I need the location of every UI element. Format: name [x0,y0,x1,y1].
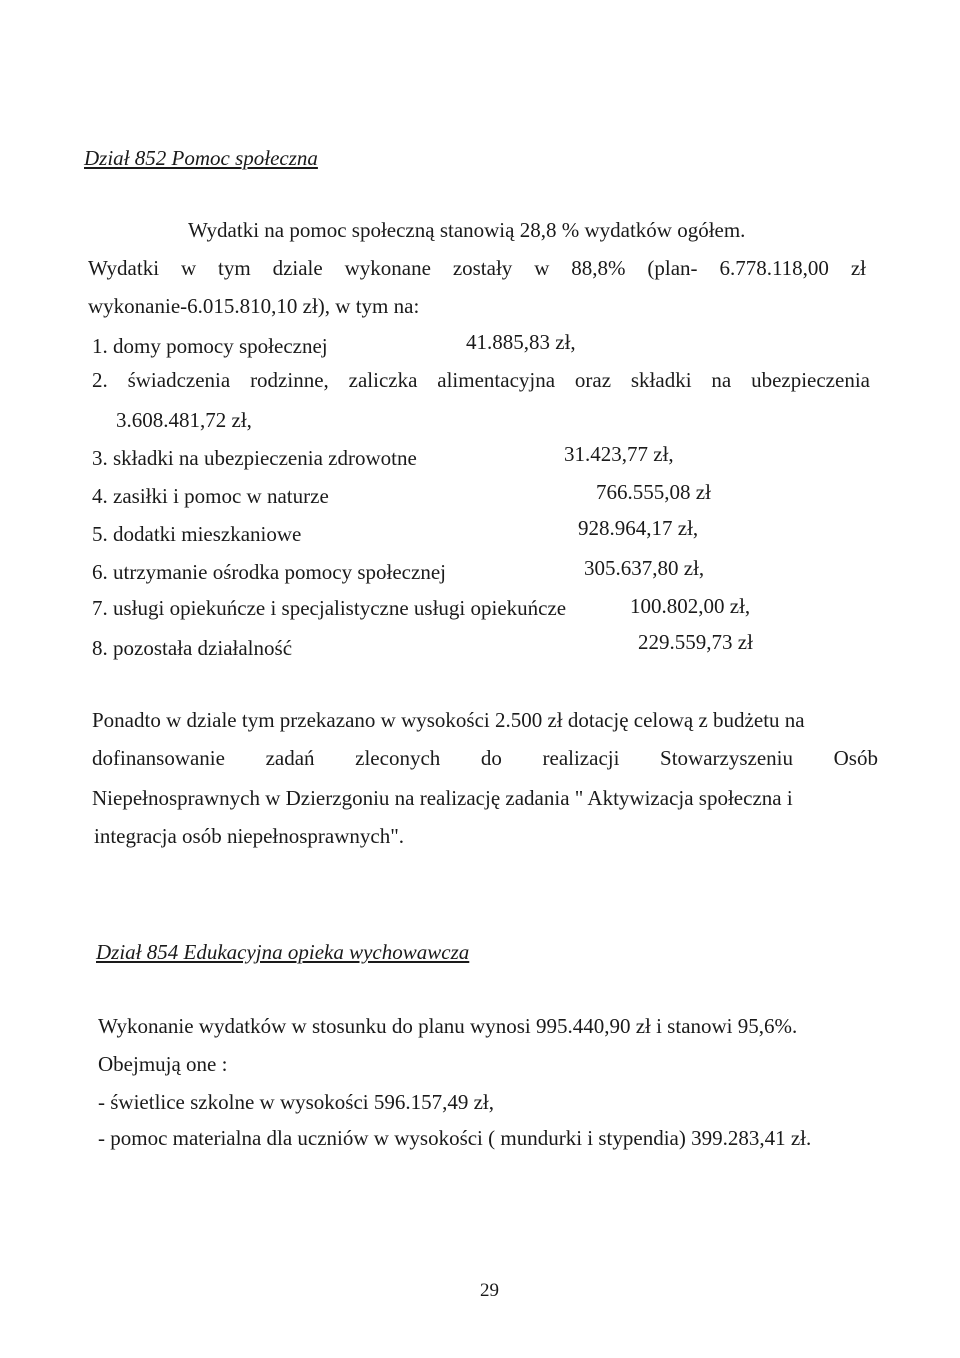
word: dofinansowanie [92,746,225,770]
word: dziale [272,256,323,280]
page-number: 29 [480,1280,499,1301]
word: realizacji [542,746,620,770]
list-item-4-text: 4. zasiłki i pomoc w naturze [92,484,329,508]
list-item-2-amount: 3.608.481,72 zł, [116,408,252,432]
list-item-1-amount: 41.885,83 zł, [466,330,576,354]
paragraph-line-3: Niepełnosprawnych w Dzierzgoniu na realizację zadania " Aktywizacja społeczna i [92,786,793,810]
list-item-3-amount: 31.423,77 zł, [564,442,674,466]
list-item-2-text [92,368,870,393]
word: oraz [574,368,612,392]
list-item-5-text: 5. dodatki mieszkaniowe [92,522,302,546]
list-item-5-amount: 928.964,17 zł, [578,516,699,540]
list-item-1-text: 1. domy pomocy społecznej [92,334,328,358]
list-item-3-text: 3. składki na ubezpieczenia zdrowotne [92,446,417,470]
word: wykonane [344,256,431,280]
list-item-8-text: 8. pozostała działalność [92,636,293,660]
intro-line-2 [88,256,866,281]
list-item-7-amount: 100.802,00 zł, [630,594,751,618]
section-854-line-4: - pomoc materialna dla uczniów w wysokości ( mundurki i stypendia) 399.283,41 zł. [98,1126,812,1150]
section-854-line-1: Wykonanie wydatków w stosunku do planu wynosi 995.440,90 zł i stanowi 95,6%. [98,1014,798,1038]
word: do [480,746,502,770]
word: Wydatki [88,256,160,280]
list-item-7-text: 7. usługi opiekuńcze i specjalistyczne usługi opiekuńcze [92,596,567,620]
section-852-heading: Dział 852 Pomoc społeczna [84,146,318,170]
word: zadań [265,746,315,770]
word: rodzinne, [250,368,329,392]
word: w [534,256,550,280]
section-854-heading: Dział 854 Edukacyjna opieka wychowawcza [96,940,470,964]
word: 88,8% [571,256,626,280]
list-item-8-amount: 229.559,73 zł [638,630,753,654]
word: świadczenia [127,368,231,392]
word: ubezpieczenia [751,368,870,392]
word: tym [218,256,251,280]
word: zleconych [355,746,441,770]
word: zostały [452,256,513,280]
list-item-4-amount: 766.555,08 zł [596,480,711,504]
list-item-6-text: 6. utrzymanie ośrodka pomocy społecznej [92,560,446,584]
word: 2. [92,368,108,392]
word: składki [630,368,692,392]
intro-line-3: wykonanie-6.015.810,10 zł), w tym na: [88,294,420,318]
paragraph-line-2 [92,746,878,771]
list-item-6-amount: 305.637,80 zł, [584,556,705,580]
word: Osób [833,746,878,770]
paragraph-line-4: integracja osób niepełnosprawnych". [94,824,405,848]
intro-line-1: Wydatki na pomoc społeczną stanowią 28,8 % wydatków ogółem. [188,218,746,242]
section-854-line-2: Obejmują one : [98,1052,228,1076]
word: 6.778.118,00 [719,256,829,280]
word: zaliczka [348,368,418,392]
word: Stowarzyszeniu [660,746,794,770]
paragraph-line-1: Ponadto w dziale tym przekazano w wysokości 2.500 zł dotację celową z budżetu na [92,708,805,732]
word: (plan- [647,256,698,280]
section-854-line-3: - świetlice szkolne w wysokości 596.157,49 zł, [98,1090,495,1114]
word: alimentacyjna [437,368,556,392]
word: w [180,256,197,280]
word: na [711,368,732,392]
word: zł [850,256,866,280]
